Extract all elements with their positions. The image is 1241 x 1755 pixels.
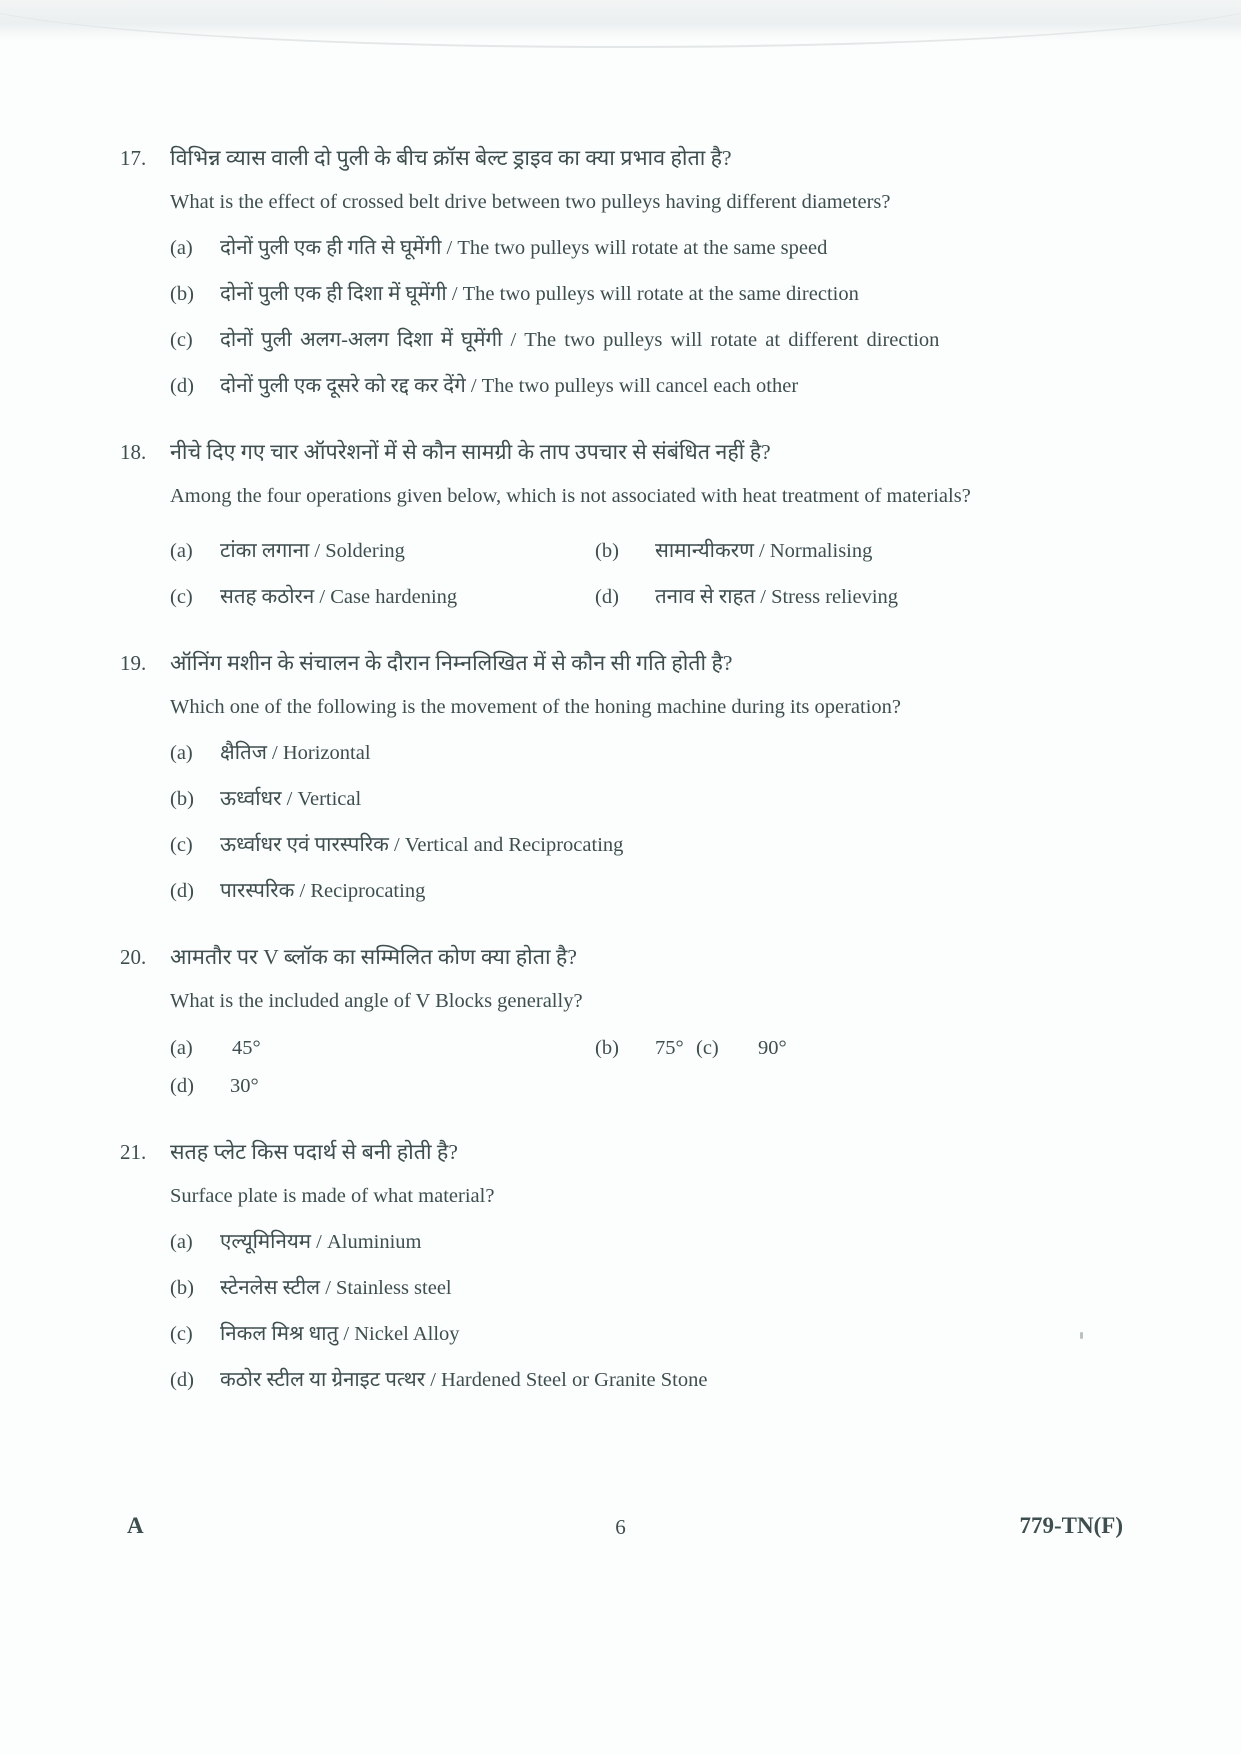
option-label: (c) [696,1037,719,1059]
question-number: 20. [120,945,147,969]
option-row [170,1365,1121,1396]
paper-code: 779-TN(F) [1019,1513,1123,1538]
option-row [170,279,1121,310]
options-group [170,1227,1121,1396]
option-text: 45° [232,1037,261,1059]
question-number: 21. [120,1140,147,1164]
option-label: (a) [170,1037,193,1059]
option-text: दोनों पुली एक ही गति से घूमेंगी / The two pulleys will rotate at the same speed [220,237,828,259]
options-group [170,738,1121,907]
option-text: एल्यूमिनियम / Aluminium [220,1231,422,1253]
question-prompt-english: What is the included angle of V Blocks generally? [170,990,583,1012]
question-block [120,1136,1121,1396]
option-text: टांका लगाना / Soldering [220,540,405,562]
question-block [120,647,1121,907]
question-prompt-hindi: आमतौर पर V ब्लॉक का सम्मिलित कोण क्या होता है? [170,945,577,969]
question-prompt-hindi: विभिन्न व्यास वाली दो पुली के बीच क्रॉस बेल्ट ड्राइव का क्या प्रभाव होता है? [170,146,732,170]
question-head [120,941,1121,973]
question-head [120,436,1121,468]
option-text: 90° [758,1037,787,1059]
option-row [170,1227,1121,1258]
option-label: (c) [170,329,193,351]
option-row [170,371,1121,402]
question-head [120,142,1121,174]
option-text: स्टेनलेस स्टील / Stainless steel [220,1277,452,1299]
option-row [170,876,1121,907]
option-text: निकल मिश्र धातु / Nickel Alloy [220,1323,460,1345]
option-text: दोनों पुली एक दूसरे को रद्द कर देंगे / The two pulleys will cancel each other [220,375,799,397]
option-row [170,830,1121,861]
question-prompt-english: What is the effect of crossed belt drive between two pulleys having different diameters? [170,191,891,213]
options-group [170,233,1121,402]
option-row [170,536,595,567]
option-text: तनाव से राहत / Stress relieving [655,586,899,608]
option-text: ऊर्ध्वाधर एवं पारस्परिक / Vertical and Reciprocating [220,834,624,856]
option-text: कठोर स्टील या ग्रेनाइट पत्थर / Hardened Steel or Granite Stone [220,1369,708,1391]
option-row [170,1071,1121,1102]
option-label: (d) [170,1369,194,1391]
question-head [120,647,1121,679]
option-label: (b) [170,1277,194,1299]
question-prompt-hindi: नीचे दिए गए चार ऑपरेशनों में से कौन सामग्री के ताप उपचार से संबंधित नहीं है? [170,440,771,464]
question-block [120,941,1121,1102]
option-text: दोनों पुली एक ही दिशा में घूमेंगी / The two pulleys will rotate at the same direction [220,283,859,305]
option-text: 75° [655,1037,684,1059]
option-label: (b) [170,788,194,810]
option-label: (a) [170,1231,193,1253]
option-row [170,1319,1121,1350]
option-label: (d) [170,375,194,397]
option-text: ऊर्ध्वाधर / Vertical [220,788,362,810]
option-text: पारस्परिक / Reciprocating [220,880,426,902]
option-label: (c) [170,834,193,856]
booklet-set-code: A [127,1513,144,1538]
option-row [170,738,1121,769]
question-prompt-hindi: ऑनिंग मशीन के संचालन के दौरान निम्नलिखित में से कौन सी गति होती है? [170,651,733,675]
option-text: दोनों पुली अलग-अलग दिशा में घूमेंगी / The two pulleys will rotate at different direction [220,329,940,351]
question-prompt-hindi: सतह प्लेट किस पदार्थ से बनी होती है? [170,1140,458,1164]
option-label: (b) [170,283,194,305]
option-text: क्षैतिज / Horizontal [220,742,371,764]
option-text: सतह कठोरन / Case hardening [220,586,458,608]
option-label: (a) [170,237,193,259]
page-footer [0,1513,1241,1553]
option-label: (d) [170,1075,194,1097]
question-prompt-english: Surface plate is made of what material? [170,1185,495,1207]
option-row [595,1033,696,1064]
options-group [170,1026,1121,1102]
question-list [120,142,1121,1430]
option-row [170,1273,1121,1304]
option-label: (c) [170,586,193,608]
question-number: 17. [120,146,147,170]
option-text: सामान्यीकरण / Normalising [655,540,873,562]
option-row [170,233,1121,264]
option-text: 30° [230,1075,259,1097]
option-label: (b) [595,540,619,562]
question-prompt-english: Which one of the following is the movement of the honing machine during its operation? [170,696,901,718]
option-row [696,1033,1121,1064]
option-row [170,784,1121,815]
option-row [170,582,595,613]
option-row [595,536,1121,567]
option-label: (a) [170,742,193,764]
options-group [170,521,1121,613]
option-label: (d) [170,880,194,902]
question-number: 18. [120,440,147,464]
option-label: (d) [595,586,619,608]
option-row [170,325,1121,356]
option-row [170,1033,595,1064]
option-label: (a) [170,540,193,562]
question-prompt-english: Among the four operations given below, which is not associated with heat treatment of materials? [170,485,971,507]
option-label: (c) [170,1323,193,1345]
option-row [595,582,1121,613]
question-head [120,1136,1121,1168]
page-number: 6 [615,1515,626,1539]
question-number: 19. [120,651,147,675]
option-label: (b) [595,1037,619,1059]
question-block [120,436,1121,613]
question-block [120,142,1121,402]
